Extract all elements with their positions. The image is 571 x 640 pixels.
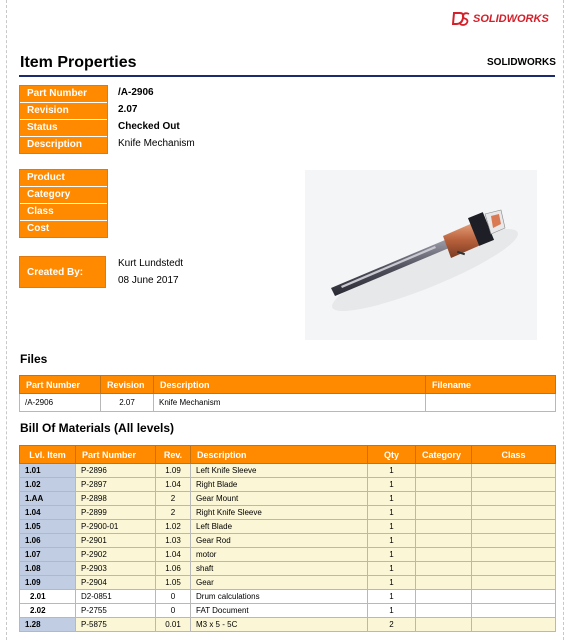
bom-row	[20, 604, 556, 618]
category-label: Category	[20, 187, 107, 204]
created-by-name: Kurt Lundstedt	[118, 258, 184, 269]
bom-cell	[416, 534, 472, 548]
bom-cell	[416, 576, 472, 590]
files-column-header: Description	[154, 376, 426, 394]
bom-cell: 2.02	[20, 604, 76, 618]
bom-cell: M3 x 5 - 5C	[191, 618, 368, 632]
bom-cell: 1	[368, 506, 416, 520]
bom-cell: 1.05	[156, 576, 191, 590]
brand-label: SOLIDWORKS	[487, 57, 556, 68]
description-value: Knife Mechanism	[118, 138, 195, 149]
bom-cell: 1	[368, 534, 416, 548]
bom-cell: Left Knife Sleeve	[191, 464, 368, 478]
bom-cell	[472, 590, 556, 604]
bom-cell: P-2899	[76, 506, 156, 520]
logo-text: SOLIDWORKS	[473, 13, 549, 25]
bom-row	[20, 478, 556, 492]
bom-row	[20, 534, 556, 548]
status-value: Checked Out	[118, 121, 180, 132]
bom-cell: 1	[368, 590, 416, 604]
ds-logo-icon	[452, 11, 470, 27]
bom-cell: 2	[156, 506, 191, 520]
bom-cell: Drum calculations	[191, 590, 368, 604]
bom-cell: 2.01	[20, 590, 76, 604]
bom-column-header: Lvl. Item	[20, 446, 76, 464]
files-cell: Knife Mechanism	[154, 394, 426, 412]
bom-cell	[472, 478, 556, 492]
bom-cell: 1.04	[20, 506, 76, 520]
bom-row	[20, 562, 556, 576]
bom-cell: P-2902	[76, 548, 156, 562]
bom-cell: Right Knife Sleeve	[191, 506, 368, 520]
bom-cell: P-2903	[76, 562, 156, 576]
bom-column-header: Rev.	[156, 446, 191, 464]
bom-column-header: Part Number	[76, 446, 156, 464]
created-by-label: Created By:	[19, 256, 106, 288]
bom-cell	[416, 562, 472, 576]
bom-cell	[416, 506, 472, 520]
bom-row	[20, 520, 556, 534]
bom-column-header: Class	[472, 446, 556, 464]
bom-cell	[472, 576, 556, 590]
bom-cell: Right Blade	[191, 478, 368, 492]
bom-cell: P-5875	[76, 618, 156, 632]
product-label: Product	[20, 170, 107, 187]
bom-cell: 1.03	[156, 534, 191, 548]
files-column-header: Revision	[101, 376, 154, 394]
bom-cell: 1	[368, 464, 416, 478]
bom-cell: 2	[156, 492, 191, 506]
property-label: Part Number	[20, 86, 107, 103]
bom-cell: P-2904	[76, 576, 156, 590]
bom-cell: Left Blade	[191, 520, 368, 534]
bom-cell: 0	[156, 604, 191, 618]
bom-cell	[472, 464, 556, 478]
bom-cell: P-2900-01	[76, 520, 156, 534]
bom-cell: Gear	[191, 576, 368, 590]
bom-cell: 1.02	[20, 478, 76, 492]
property-label: Revision	[20, 103, 107, 120]
bom-cell: P-2897	[76, 478, 156, 492]
bom-cell: Gear Mount	[191, 492, 368, 506]
bom-cell	[472, 534, 556, 548]
bom-cell	[416, 492, 472, 506]
bom-cell: Gear Rod	[191, 534, 368, 548]
property-label: Description	[20, 137, 107, 153]
bom-cell: 0	[156, 590, 191, 604]
bom-cell: 1.09	[20, 576, 76, 590]
bom-cell: P-2896	[76, 464, 156, 478]
bom-column-header: Category	[416, 446, 472, 464]
bom-cell	[472, 548, 556, 562]
files-row	[20, 394, 556, 412]
bom-cell: P-2755	[76, 604, 156, 618]
bom-cell: 1.06	[20, 534, 76, 548]
files-heading: Files	[20, 352, 48, 366]
bom-cell: 1.28	[20, 618, 76, 632]
bom-row	[20, 576, 556, 590]
files-cell: 2.07	[101, 394, 154, 412]
bom-cell	[472, 492, 556, 506]
bom-cell: 1	[368, 478, 416, 492]
property-labels	[19, 85, 108, 154]
bom-cell: 1	[368, 520, 416, 534]
property-label: Status	[20, 120, 107, 137]
bom-row	[20, 548, 556, 562]
bom-cell: 1.AA	[20, 492, 76, 506]
bom-cell: shaft	[191, 562, 368, 576]
bom-cell: 1.05	[20, 520, 76, 534]
bom-cell	[416, 520, 472, 534]
bom-cell	[416, 590, 472, 604]
bom-cell	[416, 548, 472, 562]
bom-table	[19, 445, 556, 632]
bom-cell: 1	[368, 562, 416, 576]
bom-cell: motor	[191, 548, 368, 562]
bom-cell	[472, 562, 556, 576]
bom-cell: 1	[368, 548, 416, 562]
files-cell	[426, 394, 556, 412]
bom-row	[20, 492, 556, 506]
property-labels-2	[19, 169, 108, 238]
part-number-value: /A-2906	[118, 87, 154, 98]
bom-cell	[416, 464, 472, 478]
bom-cell: 1.07	[20, 548, 76, 562]
bom-row	[20, 618, 556, 632]
bom-cell	[416, 604, 472, 618]
bom-cell	[472, 520, 556, 534]
created-date: 08 June 2017	[118, 275, 179, 286]
bom-column-header: Qty	[368, 446, 416, 464]
title-rule	[19, 75, 555, 77]
files-cell: /A-2906	[20, 394, 101, 412]
bom-cell: 1.01	[20, 464, 76, 478]
bom-column-header: Description	[191, 446, 368, 464]
bom-cell	[472, 604, 556, 618]
files-column-header: Filename	[426, 376, 556, 394]
files-column-header: Part Number	[20, 376, 101, 394]
bom-cell: 1.02	[156, 520, 191, 534]
bom-cell: 1	[368, 492, 416, 506]
bom-cell: 2	[368, 618, 416, 632]
bom-row	[20, 590, 556, 604]
bom-cell: 1.04	[156, 478, 191, 492]
page-guide-right	[563, 0, 564, 640]
page-title: Item Properties	[20, 54, 137, 71]
bom-cell	[472, 506, 556, 520]
bom-cell: FAT Document	[191, 604, 368, 618]
bom-cell: 1.04	[156, 548, 191, 562]
bom-cell: 1.06	[156, 562, 191, 576]
bom-cell: 0.01	[156, 618, 191, 632]
bom-cell: D2-0851	[76, 590, 156, 604]
bom-cell: 1	[368, 604, 416, 618]
bom-heading: Bill Of Materials (All levels)	[20, 421, 175, 435]
bom-row	[20, 506, 556, 520]
bom-cell	[416, 478, 472, 492]
page-guide-left	[6, 0, 7, 640]
files-table	[19, 375, 556, 412]
bom-cell: P-2898	[76, 492, 156, 506]
bom-cell: 1	[368, 576, 416, 590]
revision-value: 2.07	[118, 104, 138, 115]
class-label: Class	[20, 204, 107, 221]
bom-cell	[472, 618, 556, 632]
bom-row	[20, 464, 556, 478]
bom-cell: P-2901	[76, 534, 156, 548]
bom-cell	[416, 618, 472, 632]
bom-cell: 1.08	[20, 562, 76, 576]
cost-label: Cost	[20, 221, 107, 237]
solidworks-logo	[452, 11, 549, 27]
bom-cell: 1.09	[156, 464, 191, 478]
knife-mechanism-render	[305, 170, 537, 340]
model-image	[305, 170, 537, 340]
